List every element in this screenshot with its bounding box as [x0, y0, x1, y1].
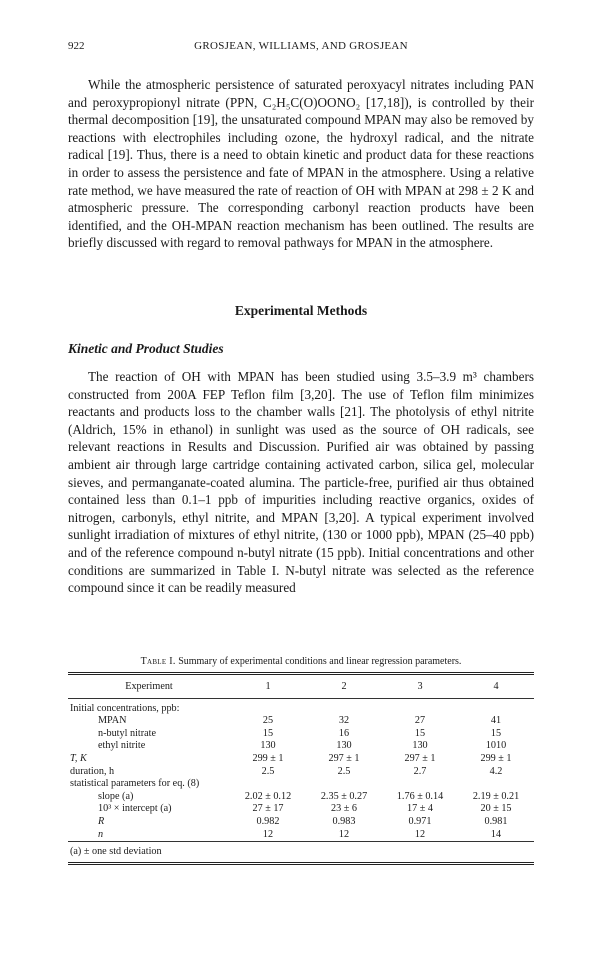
cell: 32	[338, 715, 350, 727]
cell: 1.76 ± 0.14	[396, 790, 444, 802]
cell: 15	[490, 727, 502, 739]
header-exp-2: 2	[306, 677, 382, 698]
cell: 299 ± 1	[480, 752, 512, 764]
section-stats-label: statistical parameters for eq. (8)	[70, 778, 200, 790]
cell: 12	[262, 828, 274, 840]
row-label: 10³ × intercept (a)	[98, 803, 172, 815]
table-row	[68, 816, 534, 829]
row-label: duration, h	[70, 765, 115, 777]
table-caption-label: Table I.	[140, 656, 176, 667]
table-row	[68, 829, 534, 842]
row-label: ethyl nitrite	[98, 740, 146, 752]
table-row	[68, 728, 534, 741]
header-experiment: Experiment	[68, 677, 230, 698]
row-label: slope (a)	[98, 790, 134, 802]
running-title: GROSJEAN, WILLIAMS, AND GROSJEAN	[194, 40, 408, 52]
row-label: MPAN	[98, 715, 127, 727]
section-heading: Experimental Methods	[234, 303, 368, 318]
cell: 15	[262, 727, 274, 739]
header-exp-4: 4	[458, 677, 534, 698]
table-section-row	[68, 698, 534, 715]
cell: 4.2	[489, 765, 503, 777]
cell: 0.982	[256, 815, 280, 827]
table-row	[68, 753, 534, 766]
row-label: T, K	[70, 752, 87, 764]
section-initial-label: Initial concentrations, ppb:	[70, 702, 180, 714]
cell: 23 ± 6	[331, 803, 357, 815]
cell: 2.7	[413, 765, 427, 777]
cell: 27	[414, 715, 426, 727]
cell: 12	[338, 828, 350, 840]
cell: 16	[338, 727, 350, 739]
cell: 130	[412, 740, 428, 752]
table-section-row	[68, 778, 534, 791]
table-row	[68, 740, 534, 753]
cell: 14	[490, 828, 502, 840]
cell: 17 ± 4	[407, 803, 433, 815]
cell: 130	[260, 740, 276, 752]
methods-paragraph: The reaction of OH with MPAN has been studied using 3.5–3.9 m³ chambers constructed from 200A FEP Teflon film [3,20]. The use of Teflon film minimizes reactants and products loss to the chamber walls [21]. The photolysis of ethyl nitrite (Aldrich, 15% in ethanol) in sunlight was used as the source of OH radicals, see relevant reactions in Results and Discussion. Purified air was obtained by passing ambient air through large cartridge containing activated carbon, silica gel, molecular sieves, and permanganate-coated alumina. The particle-free, purified air thus obtained contained less than 0.1–1 ppb of impurities including reactive organics, oxides of nitrogen, carbonyls, ethyl nitrite, and MPAN [3,20]. A typical experiment involved sunlight irradiation of mixtures of ethyl nitrite, (130 or 1000 ppb), MPAN (25–40 ppb) and of the reference compound n-butyl nitrate (15 ppb). Initial concentrations and other conditions are summarized in Table I. N-butyl nitrate was selected as the reference compound since it can be readily measured	[68, 369, 534, 596]
cell: 25	[262, 715, 274, 727]
row-label: n-butyl nitrate	[98, 727, 156, 739]
table-caption	[68, 656, 534, 667]
cell: 297 ± 1	[404, 752, 436, 764]
conditions-table	[68, 672, 534, 867]
cell: 2.19 ± 0.21	[472, 790, 520, 802]
table-row	[68, 715, 534, 728]
cell: 41	[490, 715, 502, 727]
cell: 2.02 ± 0.12	[244, 790, 292, 802]
table-caption-text: Summary of experimental conditions and linear regression parameters.	[178, 656, 462, 667]
subsection-heading: Kinetic and Product Studies	[68, 341, 224, 356]
cell: 2.5	[261, 765, 275, 777]
table-header-row	[68, 677, 534, 698]
page-number: 922	[68, 40, 85, 52]
intro-paragraph: While the atmospheric persistence of saturated peroxyacyl nitrates including PAN and peroxypropionyl nitrate (PPN, C₂H₅C(O)OONO₂ [17,18]), is controlled by their thermal decomposition [19], the unsaturated compound MPAN may also be removed by reactions with electrophiles including ozone, the hydroxyl radical, and the nitrate radical [19]. Thus, there is a need to obtain kinetic and product data for these reactions in order to assess the persistence and fate of MPAN in the atmosphere. Using a relative rate method, we have measured the rate of reaction of OH with MPAN at 298 ± 2 K and atmospheric pressure. The corresponding carbonyl reaction products have been identified, and the OH-MPAN reaction mechanism has been outlined. The results are briefly discussed with regard to removal pathways for MPAN in the atmosphere.	[68, 77, 534, 251]
cell: 0.971	[408, 815, 432, 827]
table-row	[68, 803, 534, 816]
cell: 1010	[485, 740, 507, 752]
cell: 12	[414, 828, 426, 840]
cell: 297 ± 1	[328, 752, 360, 764]
cell: 2.5	[337, 765, 351, 777]
header-exp-3: 3	[382, 677, 458, 698]
cell: 0.983	[332, 815, 356, 827]
cell: 299 ± 1	[252, 752, 284, 764]
cell: 27 ± 17	[252, 803, 284, 815]
cell: 0.981	[484, 815, 508, 827]
cell: 15	[414, 727, 426, 739]
cell: 20 ± 15	[480, 803, 512, 815]
table-footnote-row	[68, 844, 534, 863]
row-label: R	[98, 815, 105, 827]
row-label: n	[98, 828, 104, 840]
cell: 130	[336, 740, 352, 752]
cell: 2.35 ± 0.27	[320, 790, 368, 802]
table-row	[68, 791, 534, 804]
header-exp-1: 1	[230, 677, 306, 698]
table-footnote: (a) ± one std deviation	[70, 846, 162, 858]
table-row	[68, 766, 534, 779]
running-header	[68, 40, 534, 58]
